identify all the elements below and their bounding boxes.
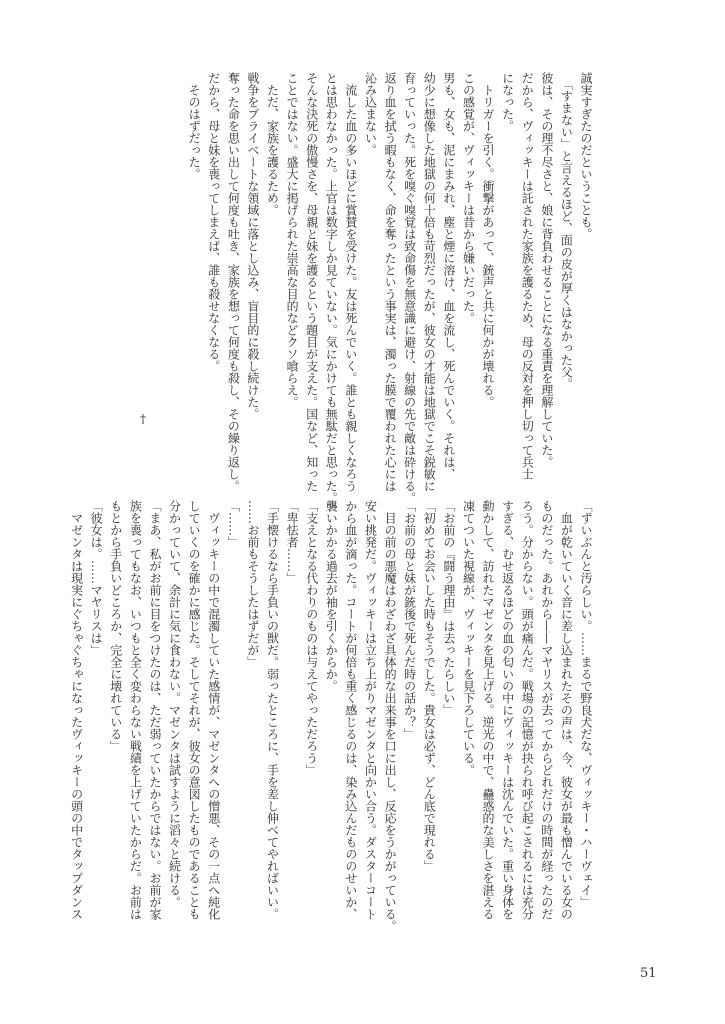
- text-line: 「初めてお会いした時もそうでした。貴女は必ず、どん底で現れる」: [422, 500, 437, 872]
- text-line: 奪った命を思い出して何度も吐き、家族を想って何度も殺し、その繰り返し。: [226, 72, 241, 492]
- text-line: 「……」: [226, 500, 241, 548]
- text-line: 誠実すぎたのだということも。: [579, 72, 593, 240]
- upper-text-column-block: [184, 72, 595, 504]
- text-line: トリガーを引く。衝撃があって、銃声と共に何かが壊れる。: [481, 72, 496, 408]
- text-line: 動かして、訪れたマゼンタを見上げる。逆光の中で、蠱惑的な美しさを湛える: [481, 500, 496, 920]
- text-line: そんな決死の傲慢さを、母親と妹を護るという題目が支えた。国など、知った: [304, 72, 319, 492]
- section-break-mark: †: [140, 412, 146, 426]
- text-line: 安い挑発だ。ヴィッキーは立ち上がりマゼンタと向かい合う。ダスターコート: [363, 500, 378, 920]
- text-line: 血が乾いていく音に差し込まれたその声は、今、彼女が最も憎んでいる女の: [559, 500, 574, 920]
- text-line: 沁み込まない。: [363, 72, 378, 156]
- text-line: 男も、女も、泥にまみれ、塵と煙に溶け、血を流し、死んでいく。それは、: [441, 72, 456, 480]
- text-line: 「すまない」と言えるほど、面の皮が厚くはなかった父。: [559, 72, 574, 390]
- text-line: すぎる、むせ返るほどの血の匂いの中にヴィッキーは沈んでいた。重い身体を: [500, 500, 515, 920]
- text-line: 彼は、その理不尽さと、娘に背負わせることになる重責を理解していた。: [539, 72, 554, 468]
- text-line: になった。: [500, 72, 515, 132]
- text-line: そのはずだった。: [187, 72, 202, 180]
- text-line: 「手懐けるなら手負いの獣だ。弱ったところに、手を差し伸べてやればいい。: [265, 500, 280, 920]
- text-line: 「卑怯者……」: [285, 500, 300, 584]
- text-line: ……お前もそうしたはずだが」: [245, 500, 260, 668]
- page-number: 51: [640, 966, 657, 981]
- text-line: していくのを確かに感じた。そしてそれが、彼女の意図したものであることも: [187, 500, 202, 920]
- lower-text-column-block: [66, 500, 595, 940]
- text-line: 「まあ、私がお前に目をつけたのは、ただ弱っていたからではない。お前が家: [147, 500, 162, 920]
- text-line: 戦争をプライベートな領域に落とし込み、盲目的に殺し続けた。: [245, 72, 260, 420]
- text-line: だから、母と妹を喪ってしまえば、誰も殺せなくなる。: [206, 72, 221, 372]
- text-line: 育っていった。死を嗅ぐ嗅覚は致命傷を無意識に避け、射線の先で敵は砕ける。: [402, 72, 417, 504]
- text-line: 凍てついた視線が、ヴィッキーを見下ろしている。: [461, 500, 476, 776]
- text-line: とは思わなかった。上官は数字しか見ていない。気にかけても無駄だと思った。: [324, 72, 339, 504]
- text-line: 襲いかかる過去が袖を引くからか。: [324, 500, 339, 692]
- text-line: ろう。分からない。頭が痛んだ。戦場の記憶が抉られ呼び起こされるには充分: [520, 500, 535, 920]
- text-line: ものだった。あれから——マヤリスが去ってからどれだけの時間が経ったのだ: [539, 500, 554, 920]
- text-line: 返り血を拭う暇もなく、命を奪ったという事実は、濁った膜で覆われた心には: [383, 72, 398, 492]
- text-line: 「お前の『闘う理由』は去ったらしい」: [441, 500, 456, 716]
- text-line: マゼンタは現実にぐちゃぐちゃになったヴィッキーの頭の中でタップダンス: [69, 500, 84, 920]
- text-line: 族を喪ってもなお、いつもと全く変わらない戦績を上げていたからだ。お前は: [128, 500, 143, 920]
- text-line: 分かっていて、余計に気に食わない。マゼンタは試すように滔々と続ける。: [167, 500, 182, 908]
- text-line: 目の前の悪魔はわざわざ具体的な出来事を口に出し、反応をうかがっている。: [383, 500, 398, 932]
- text-line: 「ずいぶんと汚らしい。……まるで野良犬だな、ヴィッキー・ハーヴェイ」: [579, 500, 593, 908]
- text-line: ただ、家族を護るため。: [265, 72, 280, 216]
- text-line: 「お前の母と妹が銃後で死んだ時の話か？」: [402, 500, 417, 740]
- text-line: 「彼女は。……マヤリスは」: [89, 500, 104, 656]
- text-line: ことではない。盛大に掲げられた崇高な目的などクソ喰らえ。: [285, 72, 300, 408]
- text-line: もとから手負いどころか、完全に壊れている」: [108, 500, 123, 752]
- text-line: だから、ヴィッキーは託された家族を護るため、母の反対を押し切って兵士: [520, 72, 535, 480]
- text-line: 「支えとなる代わりのものは与えてやっただろう」: [304, 500, 319, 776]
- text-line: 幼少に想像した地獄の何十倍も苛烈だったが、彼女の才能は地獄でこそ鋭敏に: [422, 72, 437, 492]
- text-line: から血が滴った。コートが何倍も重く感じるのは、染み込んだもののせいか、: [343, 500, 358, 920]
- text-line: この感覚が、ヴィッキーは昔から嫌いだった。: [461, 72, 476, 324]
- text-line: ヴィッキーの中で混濁していた感情が、マゼンタへの憎悪、その一点へ純化: [206, 500, 221, 920]
- text-line: 流した血の多いほどに賞賛を受けた。友は死んでいく。誰とも親しくなろう: [343, 72, 358, 492]
